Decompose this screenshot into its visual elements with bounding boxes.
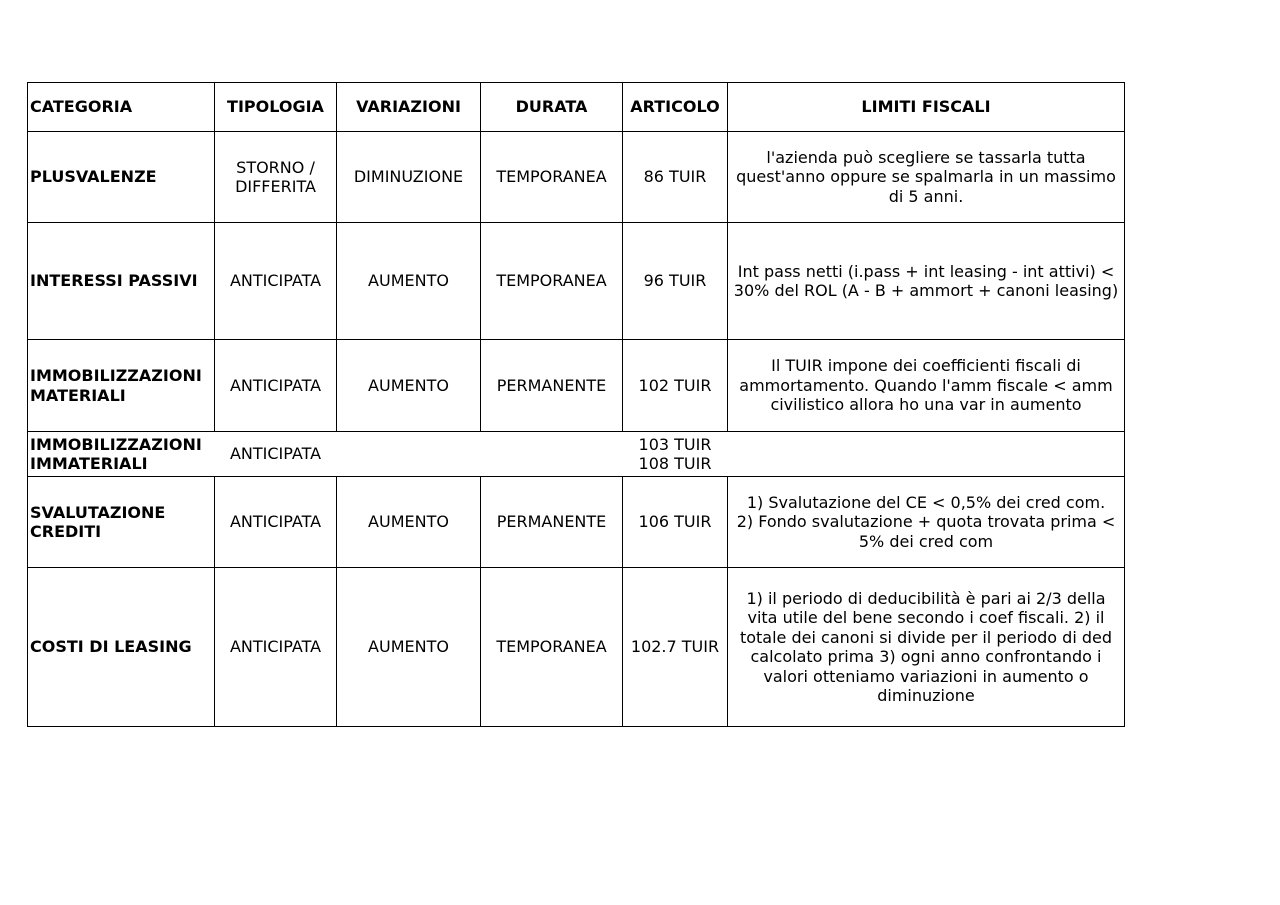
- cell-categoria: IMMOBILIZZAZIONI IMMATERIALI: [28, 432, 215, 477]
- table-row: [28, 340, 1125, 432]
- cell-durata: TEMPORANEA: [481, 568, 623, 727]
- articolo-line: 108 TUIR: [638, 454, 712, 473]
- limiti-line: 1) Svalutazione del CE < 0,5% dei cred com.: [746, 492, 1106, 512]
- header-durata: DURATA: [481, 83, 623, 132]
- articolo-line: 103 TUIR: [638, 434, 712, 454]
- cell-tipologia: ANTICIPATA: [215, 568, 337, 727]
- cell-variazioni: AUMENTO: [337, 477, 481, 568]
- header-variazioni: VARIAZIONI: [337, 83, 481, 132]
- cell-durata: TEMPORANEA: [481, 223, 623, 340]
- header-tipologia: TIPOLOGIA: [215, 83, 337, 132]
- cell-tipologia: ANTICIPATA: [215, 432, 337, 477]
- cell-articolo: 102 TUIR: [623, 340, 728, 432]
- cell-articolo: 96 TUIR: [623, 223, 728, 340]
- cell-tipologia: ANTICIPATA: [215, 477, 337, 568]
- cell-categoria: SVALUTAZIONE CREDITI: [28, 477, 215, 568]
- cell-categoria: IMMOBILIZZAZIONI MATERIALI: [28, 340, 215, 432]
- cell-categoria: COSTI DI LEASING: [28, 568, 215, 727]
- cell-categoria: PLUSVALENZE: [28, 132, 215, 223]
- cell-articolo: 102.7 TUIR: [623, 568, 728, 727]
- cell-durata: TEMPORANEA: [481, 132, 623, 223]
- cell-variazioni: AUMENTO: [337, 340, 481, 432]
- table-row: [28, 432, 1125, 477]
- cell-limiti-fiscali: Il TUIR impone dei coefficienti fiscali di ammortamento. Quando l'amm fiscale < amm civilistico allora ho una var in aumento: [728, 340, 1125, 432]
- cell-limiti-fiscali: [728, 432, 1125, 477]
- cell-tipologia: STORNO / DIFFERITA: [215, 132, 337, 223]
- fiscal-table: [27, 82, 1125, 727]
- cell-variazioni: [337, 432, 481, 477]
- cell-articolo: 106 TUIR: [623, 477, 728, 568]
- header-limiti-fiscali: LIMITI FISCALI: [728, 83, 1125, 132]
- cell-durata: PERMANENTE: [481, 477, 623, 568]
- table-row: [28, 568, 1125, 727]
- limiti-line: 2) Fondo svalutazione + quota trovata prima < 5% dei cred com: [736, 512, 1116, 551]
- cell-limiti-fiscali: [728, 477, 1125, 568]
- cell-durata: [481, 432, 623, 477]
- cell-categoria: INTERESSI PASSIVI: [28, 223, 215, 340]
- table-row: [28, 477, 1125, 568]
- table-row: [28, 223, 1125, 340]
- cell-limiti-fiscali: 1) il periodo di deducibilità è pari ai 2/3 della vita utile del bene secondo i coef fiscali. 2) il totale dei canoni si divide per il periodo di ded calcolato prima 3) ogni anno confrontando i valori otteniamo variazioni in aumento o diminuzione: [728, 568, 1125, 727]
- cell-limiti-fiscali: l'azienda può scegliere se tassarla tutta quest'anno oppure se spalmarla in un massimo di 5 anni.: [728, 132, 1125, 223]
- header-articolo: ARTICOLO: [623, 83, 728, 132]
- cell-variazioni: AUMENTO: [337, 568, 481, 727]
- cell-durata: PERMANENTE: [481, 340, 623, 432]
- cell-variazioni: DIMINUZIONE: [337, 132, 481, 223]
- header-categoria: CATEGORIA: [28, 83, 215, 132]
- cell-articolo: 86 TUIR: [623, 132, 728, 223]
- table-row: [28, 132, 1125, 223]
- cell-variazioni: AUMENTO: [337, 223, 481, 340]
- cell-tipologia: ANTICIPATA: [215, 340, 337, 432]
- cell-tipologia: ANTICIPATA: [215, 223, 337, 340]
- cell-articolo: [623, 432, 728, 477]
- cell-limiti-fiscali: Int pass netti (i.pass + int leasing - int attivi) < 30% del ROL (A - B + ammort + canoni leasing): [728, 223, 1125, 340]
- table-header-row: [28, 83, 1125, 132]
